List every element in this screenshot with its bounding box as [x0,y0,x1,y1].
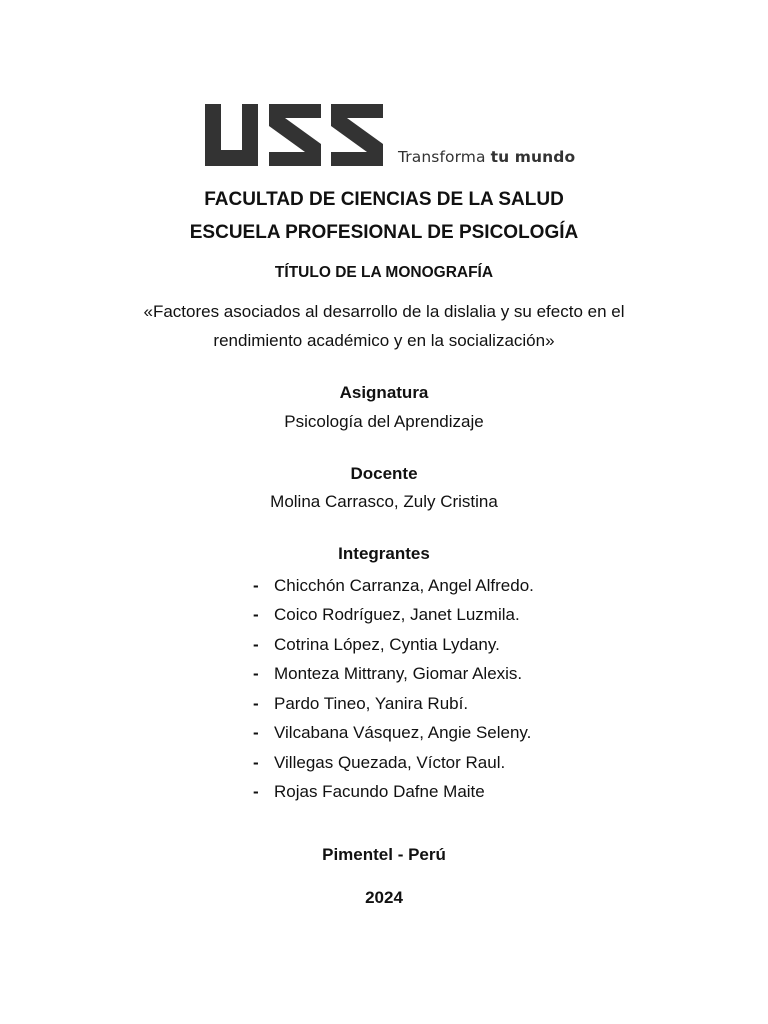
list-bullet: - [253,575,259,595]
list-item [253,571,534,601]
member-name: Vilcabana Vásquez, Angie Seleny. [274,723,532,743]
monograph-title-line1: «Factores asociados al desarrollo de la dislalia y su efecto en el [143,302,625,321]
members-list [253,571,534,807]
monograph-title-label: TÍTULO DE LA MONOGRAFÍA [274,264,494,281]
members-label: Integrantes [338,544,430,563]
list-bullet: - [253,634,259,654]
member-name: Pardo Tineo, Yanira Rubí. [274,693,469,713]
tagline-regular: Transforma [398,148,491,166]
uss-logo-mark [205,104,385,166]
list-bullet: - [253,664,259,684]
logo-tagline [398,148,575,166]
course-label: Asignatura [339,383,429,402]
list-item [253,778,534,808]
monograph-title-line2: rendimiento académico y en la socialización» [213,331,555,350]
list-bullet: - [253,752,259,772]
list-item [253,719,534,749]
school-heading: ESCUELA PROFESIONAL DE PSICOLOGÍA [189,222,579,243]
year-text: 2024 [365,888,403,907]
location-text: Pimentel - Perú [322,845,446,864]
list-item [253,748,534,778]
list-bullet: - [253,782,259,802]
course-value: Psicología del Aprendizaje [284,412,484,431]
list-item [253,601,534,631]
list-bullet: - [253,605,259,625]
faculty-heading: FACULTAD DE CIENCIAS DE LA SALUD [204,189,564,210]
teacher-value: Molina Carrasco, Zuly Cristina [270,492,498,511]
member-name: Villegas Quezada, Víctor Raul. [274,752,506,772]
list-item [253,689,534,719]
list-bullet: - [253,723,259,743]
list-bullet: - [253,693,259,713]
member-name: Cotrina López, Cyntia Lydany. [274,634,500,654]
member-name: Rojas Facundo Dafne Maite [274,782,485,802]
member-name: Coico Rodríguez, Janet Luzmila. [274,605,520,625]
tagline-bold: tu mundo [490,148,576,166]
member-name: Monteza Mittrany, Giomar Alexis. [274,664,523,684]
teacher-label: Docente [350,464,418,483]
member-name: Chicchón Carranza, Angel Alfredo. [274,575,534,595]
uss-logo [205,104,585,170]
list-item [253,660,534,690]
list-item [253,630,534,660]
